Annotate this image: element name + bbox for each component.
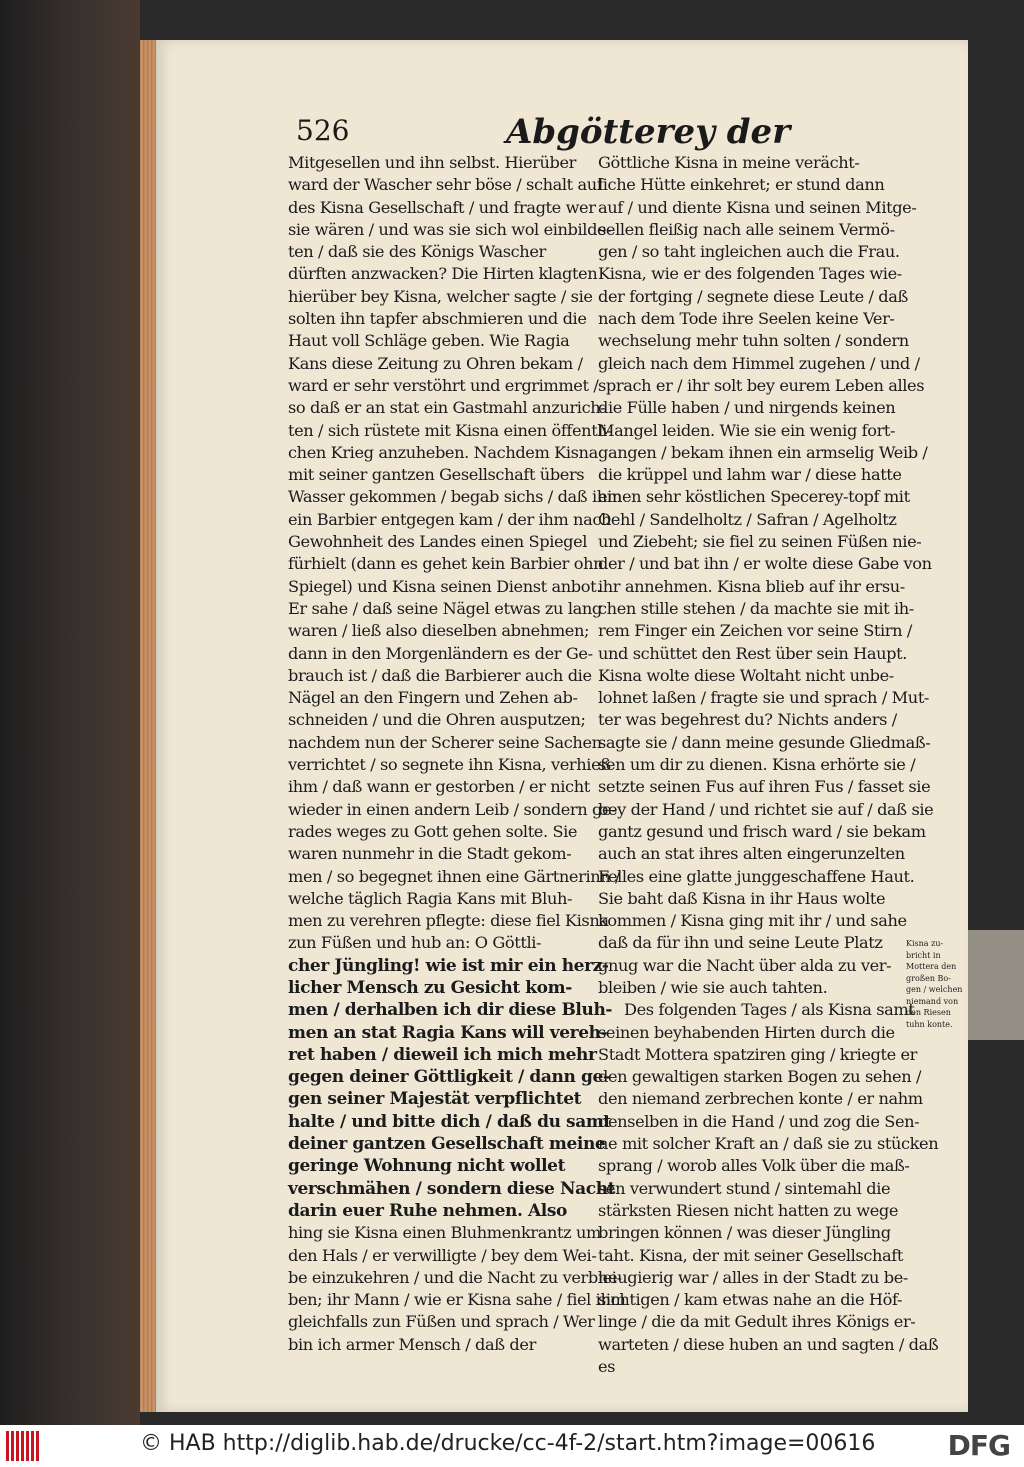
text-line: den gewaltigen starken Bogen zu sehen / [598,1067,922,1087]
text-line: Spiegel) und Kisna seinen Dienst anbot. [288,576,601,596]
page-header [296,110,896,154]
text-line: sprach er / ihr solt bey eurem Leben alles [598,375,925,395]
text-line: liche Hütte einkehret; er stund dann [598,175,885,195]
text-line: halte / und bitte dich / daß du samt [288,1111,611,1132]
text-line: sagte sie / dann meine gesunde Gliedmaß- [598,732,931,752]
text-line: rades weges zu Gott gehen solte. Sie [288,821,578,841]
text-line: cher Jüngling! wie ist mir ein herz- [288,955,609,976]
text-line: zun Füßen und hub an: O Göttli- [288,933,542,953]
text-line: auf / und diente Kisna und seinen Mitge- [598,197,917,217]
text-line: rem Finger ein Zeichen vor seine Stirn / [598,621,912,641]
text-line: der fortging / segnete diese Leute / daß [598,286,908,306]
text-line: die Fülle haben / und nirgends keinen [598,398,896,418]
dfg-logo: DFG [947,1429,1010,1462]
text-line: auch an stat ihres alten eingerunzelten [598,844,905,864]
text-line: setzte seinen Fus auf ihren Fus / fasset sie [598,777,931,797]
text-line: Mangel leiden. Wie sie ein wenig fort- [598,420,896,440]
text-line: gantz gesund und frisch ward / sie bekam [598,821,926,841]
text-line: bin ich armer Mensch / daß der [288,1334,536,1354]
text-line: bleiben / wie sie auch tahten. [598,977,828,997]
text-line: sichtigen / kam etwas nahe an die Höf- [598,1290,903,1310]
text-line: ne mit solcher Kraft an / daß sie zu stücken [598,1134,939,1154]
text-line: gleichfalls zun Füßen und sprach / Wer [288,1312,595,1332]
marginal-line: großen Bo- [906,973,951,983]
text-line: ten / sich rüstete mit Kisna einen öffentli- [288,420,612,440]
text-line: Kisna wolte diese Woltaht nicht unbe- [598,665,894,685]
text-line: sen um dir zu dienen. Kisna erhörte sie / [598,755,916,775]
text-line: waren / ließ also dieselben abnehmen; [288,621,590,641]
text-line: Göttliche Kisna in meine verächt- [598,153,860,172]
text-line: nach dem Tode ihre Seelen keine Ver- [598,309,895,329]
text-line: neugierig war / alles in der Stadt zu be- [598,1267,908,1287]
text-line: ihm / daß wann er gestorben / er nicht [288,777,590,797]
text-line: Oehl / Sandelholtz / Safran / Agelholtz [598,509,897,529]
text-line: Wasser gekommen / begab sichs / daß ihm [288,487,622,507]
text-line: linge / die da mit Gedult ihres Königs er- [598,1312,916,1332]
library-logo-icon [6,1431,40,1461]
text-line: die krüppel und lahm war / diese hatte [598,465,902,485]
text-line: Kans diese Zeitung zu Ohren bekam / [288,353,583,373]
text-line: dürften anzwacken? Die Hirten klagten [288,264,598,284]
text-line: ben; ihr Mann / wie er Kisna sahe / fiel ihm [288,1290,626,1310]
text-line: verrichtet / so segnete ihn Kisna, verhieß [288,755,611,775]
running-title: Abgötterey der [506,112,791,152]
text-line: bey der Hand / und richtet sie auf / daß sie [598,799,934,819]
next-page-edge [968,930,1024,1040]
text-line: Felles eine glatte junggeschaffene Haut. [598,866,915,886]
text-line: Kisna, wie er des folgenden Tages wie- [598,264,902,284]
text-line: ten / daß sie des Königs Wascher [288,242,546,262]
marginal-line: den Riesen [906,1008,951,1017]
text-line: Er sahe / daß seine Nägel etwas zu lang [288,598,602,618]
text-line: nachdem nun der Scherer seine Sachen [288,732,602,752]
text-line: hierüber bey Kisna, welcher sagte / sie [288,286,593,306]
text-line: mit seiner gantzen Gesellschaft übers [288,465,585,485]
text-line: sellen fleißig nach alle seinem Vermö- [598,219,895,239]
text-line: Sie baht daß Kisna in ihr Haus wolte [598,888,886,908]
text-line: kommen / Kisna ging mit ihr / und sahe [598,911,907,931]
text-line: Gewohnheit des Landes einen Spiegel [288,532,588,552]
text-line: seinen beyhabenden Hirten durch die [598,1022,895,1042]
text-line: den Hals / er verwilligte / bey dem Wei- [288,1245,597,1265]
text-line: einen sehr köstlichen Specerey-topf mit [598,487,910,507]
text-line: Des folgenden Tages / als Kisna samt [624,1000,915,1020]
text-line: lohnet laßen / fragte sie und sprach / Mut- [598,688,930,708]
text-line: warteten / diese huben an und sagten / daß [598,1334,939,1354]
text-line: sie wären / und was sie sich wol einbilde- [288,219,612,239]
text-line: taht. Kisna, der mit seiner Gesellschaft [598,1245,903,1265]
text-line: so daß er an stat ein Gastmahl anzurich- [288,398,606,418]
marginal-line: Mottera den [906,962,957,971]
text-line: es [598,1357,616,1377]
text-line: verschmähen / sondern diese Nacht [288,1178,616,1199]
text-line: deiner gantzen Gesellschaft meine [288,1134,606,1155]
marginal-note [906,938,964,1030]
text-line: Haut voll Schläge geben. Wie Ragia [288,331,570,351]
text-line: men zu verehren pflegte: diese fiel Kisna [288,911,609,931]
text-line: denselben in die Hand / und zog die Sen- [598,1111,920,1131]
source-url[interactable]: © HAB http://diglib.hab.de/drucke/cc-4f-2/start.htm?image=00616 [140,1431,876,1456]
text-line: sprang / worob alles Volk über die maß- [598,1156,910,1176]
text-line: Nägel an den Fingern und Zehen ab- [288,688,578,708]
text-line: der / und bat ihn / er wolte diese Gabe von [598,554,932,574]
text-line: sen verwundert stund / sintemahl die [598,1178,891,1198]
text-line: und Ziebeht; sie fiel zu seinen Füßen nie- [598,532,922,552]
text-line: men / so begegnet ihnen eine Gärtnerinn / [288,866,621,886]
text-line: gangen / bekam ihnen ein armselig Weib / [598,442,928,462]
text-line: ward er sehr verstöhrt und ergrimmet / [288,375,599,395]
text-line: ret haben / dieweil ich mich mehr [288,1044,597,1065]
text-line: wechselung mehr tuhn solten / sondern [598,331,909,351]
text-line: chen Krieg anzuheben. Nachdem Kisna [288,442,598,462]
text-line: gnug war die Nacht über alda zu ver- [598,955,892,975]
text-line: gen seiner Majestät verpflichtet [288,1089,582,1110]
text-line: den niemand zerbrechen konte / er nahm [598,1089,923,1109]
text-line: gen / so taht ingleichen auch die Frau. [598,242,900,262]
text-line: dann in den Morgenländern es der Ge- [288,643,593,663]
text-line: bringen können / was dieser Jüngling [598,1223,891,1243]
text-line: solten ihn tapfer abschmieren und die [288,309,587,329]
marginal-line: bricht in [906,950,941,960]
text-line: men an stat Ragia Kans will vereh- [288,1022,608,1043]
marginal-line: gen / welchen [906,985,963,994]
text-line: ter was begehrest du? Nichts anders / [598,710,897,730]
text-line: chen stille stehen / da machte sie mit ih- [598,598,914,618]
text-line: stärksten Riesen nicht hatten zu wege [598,1200,899,1220]
text-line: geringe Wohnung nicht wollet [288,1156,566,1177]
viewer-footer [0,1425,1024,1467]
text-line: und schüttet den Rest über sein Haupt. [598,643,907,663]
text-line: darin euer Ruhe nehmen. Also [288,1200,567,1221]
marginal-line: Kisna zu- [906,939,944,948]
text-line: fürhielt (dann es gehet kein Barbier ohn [288,554,604,574]
marginal-line: tuhn konte. [906,1019,953,1029]
text-line: des Kisna Gesellschaft / und fragte wer [288,197,596,217]
page-number: 526 [296,114,350,147]
text-line: brauch ist / daß die Barbierer auch die [288,665,592,685]
text-line: ein Barbier entgegen kam / der ihm nach [288,509,612,529]
book-spine [0,0,140,1425]
marginal-line: niemand von [906,996,959,1006]
text-line: gleich nach dem Himmel zugehen / und / [598,353,920,373]
text-line: be einzukehren / und die Nacht zu verblei- [288,1267,622,1287]
left-text-column [288,152,626,1356]
text-line: wieder in einen andern Leib / sondern ge- [288,799,617,819]
text-line: ihr annehmen. Kisna blieb auf ihr ersu- [598,576,905,596]
text-line: daß da für ihn und seine Leute Platz [598,933,883,953]
text-line: welche täglich Ragia Kans mit Bluh- [288,888,573,908]
text-line: schneiden / und die Ohren ausputzen; [288,710,586,730]
text-line: gegen deiner Göttligkeit / dann ge- [288,1067,610,1088]
text-line: waren nunmehr in die Stadt gekom- [288,844,572,864]
text-line: men / derhalben ich dir diese Bluh- [288,1000,613,1021]
text-line: licher Mensch zu Gesicht kom- [288,977,572,998]
text-line: Mitgesellen und ihn selbst. Hierüber [288,153,576,172]
text-line: hing sie Kisna einen Bluhmenkrantz um [288,1223,601,1243]
text-line: ward der Wascher sehr böse / schalt auf [288,175,603,195]
text-line: Stadt Mottera spatziren ging / kriegte er [598,1044,918,1064]
